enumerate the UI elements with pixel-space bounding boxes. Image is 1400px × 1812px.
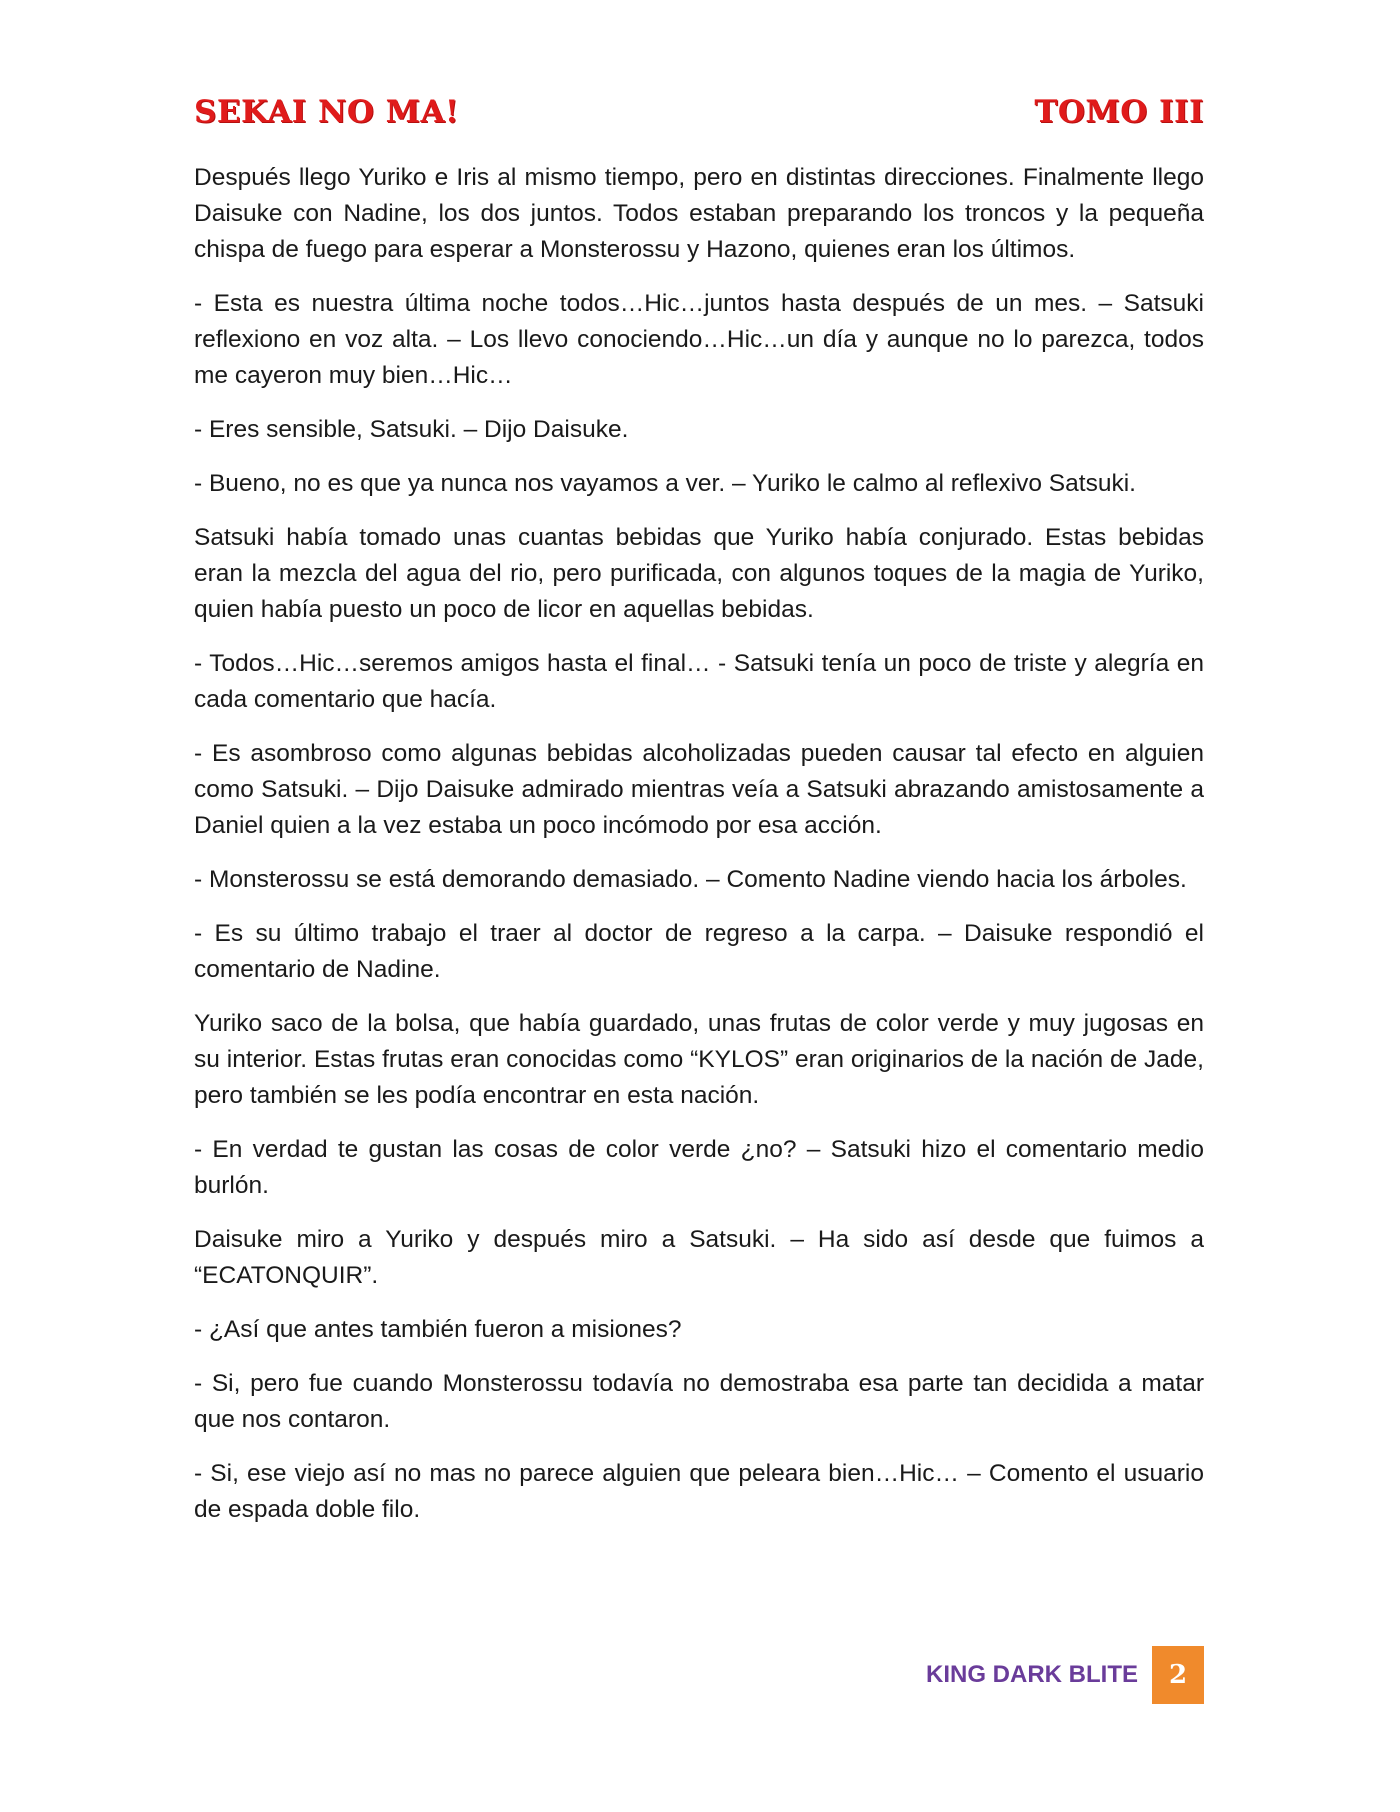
paragraph: - Monsterossu se está demorando demasiado. – Comento Nadine viendo hacia los árboles. (194, 866, 1187, 893)
paragraph: - En verdad te gustan las cosas de color verde ¿no? – Satsuki hizo el comentario medio burlón. (194, 1136, 1204, 1199)
paragraph: - Todos…Hic…seremos amigos hasta el final… - Satsuki tenía un poco de triste y alegría en cada comentario que hacía. (194, 650, 1204, 713)
book-title: SEKAI NO MA! (194, 94, 460, 130)
body-text (194, 160, 1204, 1546)
paragraph: Después llego Yuriko e Iris al mismo tiempo, pero en distintas direcciones. Finalmente llego Daisuke con Nadine, los dos juntos. Todos estaban preparando los troncos y la pequeña chispa de fuego para esperar a Monsterossu y Hazono, quienes eran los últimos. (194, 164, 1204, 263)
paragraph: - Es asombroso como algunas bebidas alcoholizadas pueden causar tal efecto en alguien como Satsuki. – Dijo Daisuke admirado mientras veía a Satsuki abrazando amistosamente a Daniel quien a la vez estaba un poco incómodo por esa acción. (194, 740, 1204, 839)
page-footer (194, 1646, 1204, 1704)
paragraph: - Esta es nuestra última noche todos…Hic…juntos hasta después de un mes. – Satsuki reflexiono en voz alta. – Los llevo conociendo…Hic…un día y aunque no lo parezca, todos me cayeron muy bien…Hic… (194, 290, 1204, 389)
paragraph: - Si, ese viejo así no mas no parece alguien que peleara bien…Hic… – Comento el usuario de espada doble filo. (194, 1460, 1204, 1523)
paragraph: Yuriko saco de la bolsa, que había guardado, unas frutas de color verde y muy jugosas en su interior. Estas frutas eran conocidas como “KYLOS” eran originarios de la nación de Jade, pero también se les podía encontrar en esta nación. (194, 1010, 1204, 1109)
volume-label: TOMO III (1034, 94, 1204, 130)
paragraph: - Eres sensible, Satsuki. – Dijo Daisuke. (194, 416, 629, 443)
paragraph: - Si, pero fue cuando Monsterossu todavía no demostraba esa parte tan decidida a matar que nos contaron. (194, 1370, 1204, 1433)
paragraph: - ¿Así que antes también fueron a misiones? (194, 1316, 682, 1343)
paragraph: - Es su último trabajo el traer al doctor de regreso a la carpa. – Daisuke respondió el comentario de Nadine. (194, 920, 1204, 983)
paragraph: - Bueno, no es que ya nunca nos vayamos a ver. – Yuriko le calmo al reflexivo Satsuki. (194, 470, 1136, 497)
author-name: KING DARK BLITE (926, 1661, 1138, 1688)
paragraph: Satsuki había tomado unas cuantas bebidas que Yuriko había conjurado. Estas bebidas eran la mezcla del agua del rio, pero purificada, con algunos toques de la magia de Yuriko, quien había puesto un poco de licor en aquellas bebidas. (194, 524, 1204, 623)
page-number-badge: 2 (1152, 1646, 1204, 1704)
paragraph: Daisuke miro a Yuriko y después miro a Satsuki. – Ha sido así desde que fuimos a “ECATONQUIR”. (194, 1226, 1204, 1289)
page-header (194, 88, 1204, 136)
